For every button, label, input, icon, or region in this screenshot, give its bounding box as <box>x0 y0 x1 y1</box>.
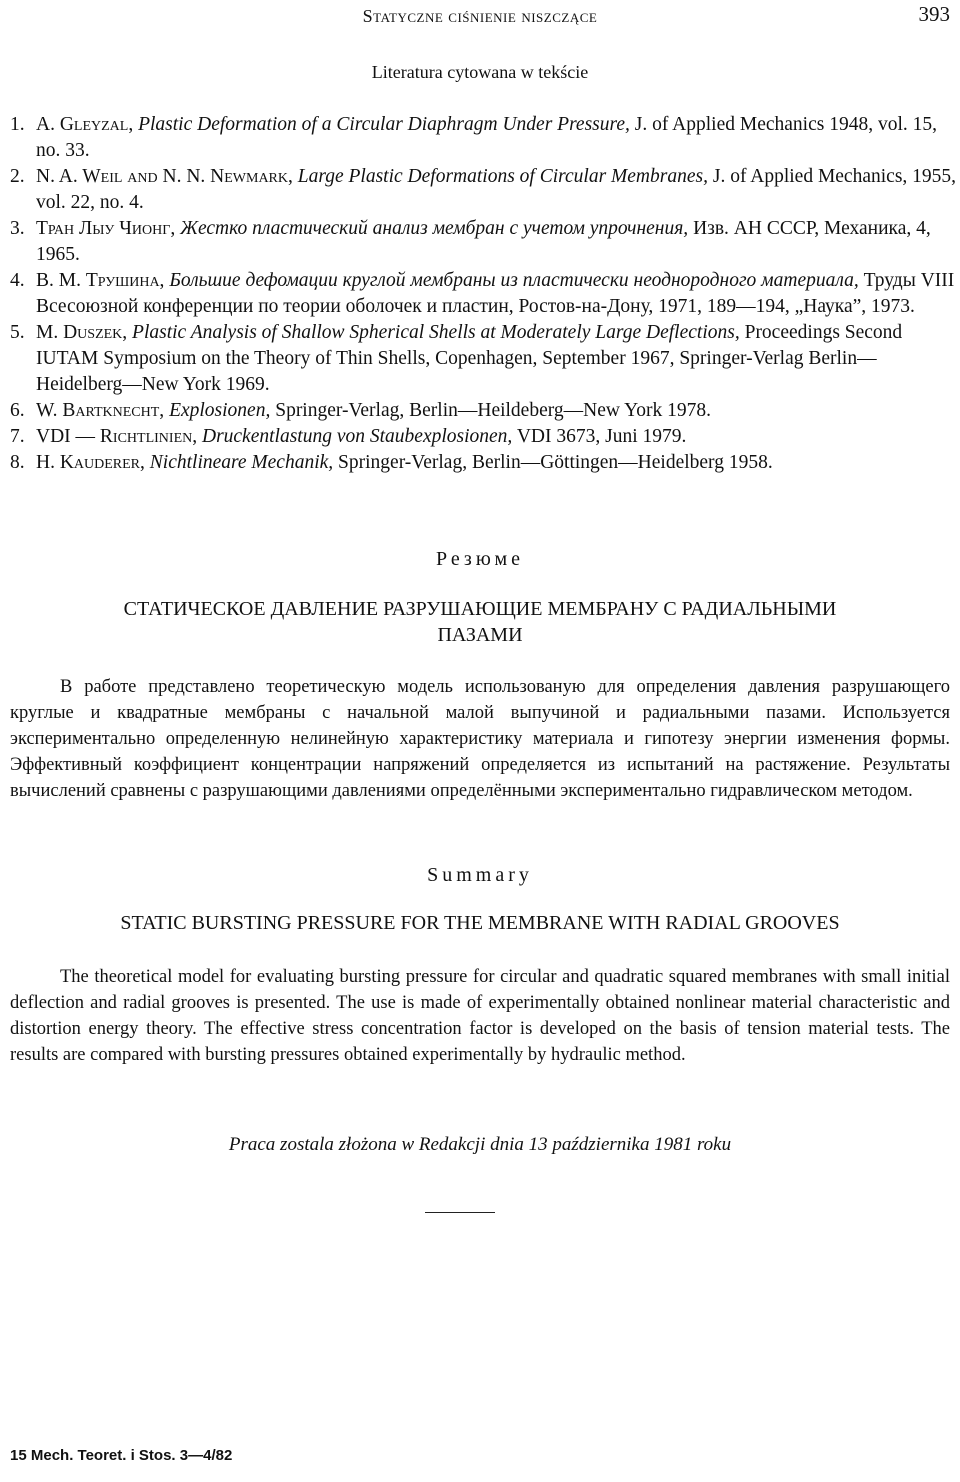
literature-title: Literatura cytowana w tekście <box>371 62 589 82</box>
reference-item <box>10 424 960 450</box>
reference-title: Plastic Analysis of Shallow Spherical Shells at Moderately Large Deflections, <box>132 322 740 343</box>
reference-title: Большие дефомации круглой мембраны из пластически неоднородного материала, <box>169 270 859 291</box>
reference-number: 8. <box>10 452 25 473</box>
reference-item <box>10 398 960 424</box>
reference-item <box>10 164 960 216</box>
reference-number: 5. <box>10 322 25 343</box>
reference-item <box>10 112 960 164</box>
reference-title: Nichtlineare Mechanik, <box>149 452 334 473</box>
reference-item <box>10 320 960 398</box>
reference-list <box>10 112 960 476</box>
reference-author: M. Duszek, <box>36 322 128 343</box>
summary-heading: Summary <box>427 864 533 886</box>
resume-title: СТАТИЧЕСКОЕ ДАВЛЕНИЕ РАЗРУШАЮЩИЕ МЕМБРАНУ С РАДИАЛЬНЫМИ ПАЗАМИ <box>123 598 837 646</box>
reference-title: Large Plastic Deformations of Circular Membranes, <box>297 166 708 187</box>
reference-number: 3. <box>10 218 25 239</box>
reference-source: Труды VIII Всесоюзной конференции по теории оболочек и пластин, Ростов-на-Дону, 1971, 189—194, „Наука”, 1973. <box>36 270 955 317</box>
reference-item <box>10 216 960 268</box>
reference-source: Изв. АН СССР, Механика, 4, 1965. <box>36 218 931 265</box>
reference-source: Proceedings Second IUTAM Symposium on the Theory of Thin Shells, Copenhagen, September 1967, Springer-Verlag Berlin—Heidelberg—New York 1969. <box>36 322 903 395</box>
reference-source: Springer-Verlag, Berlin—Göttingen—Heidelberg 1958. <box>338 452 773 473</box>
reference-author: W. Bartknecht, <box>36 400 165 421</box>
running-head: Statyczne ciśnienie niszczące <box>362 6 598 26</box>
reference-source: J. of Applied Mechanics 1948, vol. 15, no. 33. <box>36 114 938 161</box>
reference-number: 2. <box>10 166 25 187</box>
closing-rule <box>425 1212 495 1213</box>
reference-number: 7. <box>10 426 25 447</box>
reference-author: В. М. Трушина, <box>36 270 165 291</box>
reference-item <box>10 268 960 320</box>
resume-heading: Резюме <box>435 548 525 570</box>
reference-number: 6. <box>10 400 25 421</box>
reference-title: Plastic Deformation of a Circular Diaphragm Under Pressure, <box>138 114 630 135</box>
received-date-note: Praca zostala złożona w Redakcji dnia 13 października 1981 roku <box>228 1134 732 1155</box>
reference-number: 4. <box>10 270 25 291</box>
reference-author: H. Kauderer, <box>36 452 145 473</box>
reference-source: VDI 3673, Juni 1979. <box>516 426 687 447</box>
reference-author: Тран Лыу Чионг, <box>36 218 176 239</box>
summary-title: STATIC BURSTING PRESSURE FOR THE MEMBRANE WITH RADIAL GROOVES <box>120 912 840 934</box>
reference-author: N. A. Weil and N. N. Newmark, <box>36 166 293 187</box>
page-number: 393 <box>918 2 950 26</box>
summary-abstract: The theoretical model for evaluating bursting pressure for circular and quadratic squared membranes with small initial deflection and radial grooves is presented. The use is made of experimentally obtained nonlinear material characteristic and distortion energy theory. The effective stress concentration factor is developed on the basis of tension material tests. The results are compared with bursting pressures obtained experimentally by hydraulic method. <box>10 967 950 1065</box>
reference-item <box>10 450 960 476</box>
reference-title: Explosionen, <box>169 400 271 421</box>
resume-abstract: В работе представлено теоретическую модель использованую для определения давления разрушающего круглые и квадратные мембраны с начальной малой выпучиной и радиальными пазами. Используется экспериментально определенную нелинейную характеристику материала и гипотезу энергии изменения формы. Эффективный коэффициент концентрации напряжений определяется из испытаний на растяжение. Результаты вычислений сравнены с разрушающими давлениями определёнными экспериментально гидравлическом методом. <box>10 677 950 801</box>
page-footer: 15 Mech. Teoret. i Stos. 3—4/82 <box>10 1447 233 1464</box>
reference-source: J. of Applied Mechanics, 1955, vol. 22, no. 4. <box>36 166 957 213</box>
reference-title: Жестко пластический анализ мембран с учетом упрочнения, <box>180 218 689 239</box>
reference-title: Druckentlastung von Staubexplosionen, <box>201 426 513 447</box>
reference-source: Springer-Verlag, Berlin—Heildeberg—New York 1978. <box>275 400 711 421</box>
reference-author: VDI — Richtlinien, <box>36 426 198 447</box>
reference-author: A. Gleyzal, <box>36 114 134 135</box>
reference-number: 1. <box>10 114 25 135</box>
